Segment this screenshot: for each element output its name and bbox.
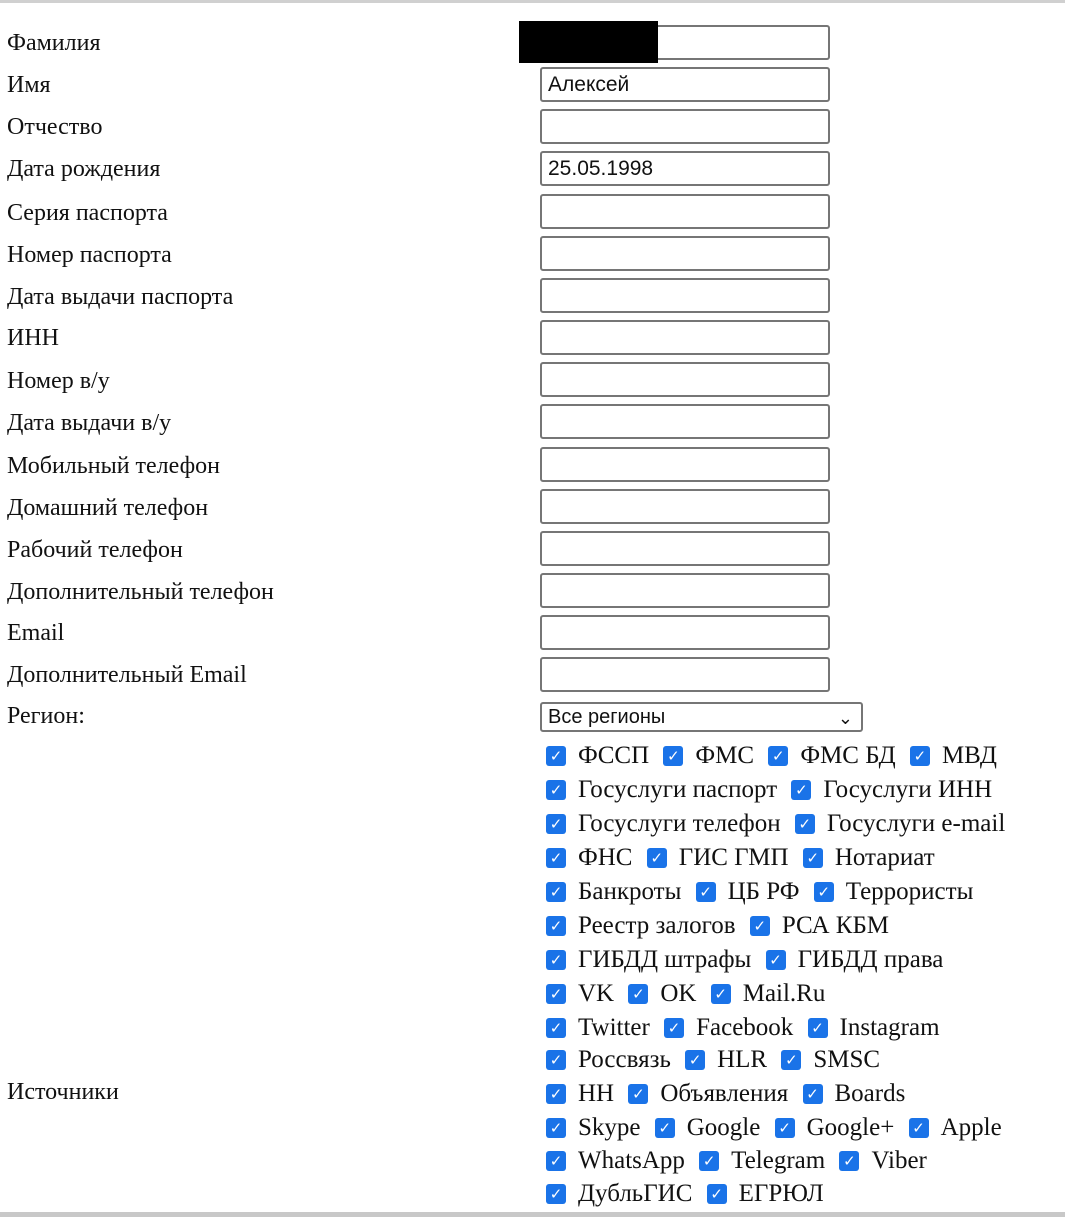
label-home-phone: Домашний телефон: [7, 495, 209, 521]
source-skype[interactable]: [546, 1112, 641, 1144]
source-label: ФНС: [578, 844, 633, 871]
sources-row: [546, 1010, 948, 1042]
checkbox-checked-icon[interactable]: ✓: [685, 1050, 705, 1070]
source-label: ФМС БД: [800, 742, 896, 769]
label-extra-email: Дополнительный Email: [7, 662, 247, 688]
label-birth-date: Дата рождения: [7, 156, 161, 182]
source-label: Госуслуги паспорт: [578, 776, 778, 803]
label-last-name: Фамилия: [7, 30, 101, 56]
source-smsc[interactable]: [781, 1044, 880, 1076]
source-label: Google: [686, 1114, 761, 1141]
source-label: VK: [578, 980, 615, 1007]
checkbox-checked-icon[interactable]: ✓: [707, 1184, 727, 1204]
checkbox-checked-icon[interactable]: ✓: [803, 1084, 823, 1104]
source-label: Террористы: [845, 878, 974, 905]
source-label: Viber: [871, 1147, 927, 1174]
label-region: Регион:: [7, 703, 85, 729]
work-phone-input[interactable]: [540, 531, 830, 566]
source-label: Google+: [806, 1114, 895, 1141]
region-select-value: Все регионы: [548, 706, 666, 728]
source-label: ГИБДД права: [797, 946, 944, 973]
label-passport-number: Номер паспорта: [7, 242, 172, 268]
sources-row: [546, 1110, 1010, 1142]
label-extra-phone: Дополнительный телефон: [7, 579, 274, 605]
sources-row: [546, 1042, 888, 1074]
email-input[interactable]: [540, 615, 830, 650]
passport-series-input[interactable]: [540, 194, 830, 229]
source-label: ЕГРЮЛ: [738, 1180, 824, 1207]
source-label: Госуслуги e-mail: [826, 810, 1006, 837]
source-notariat[interactable]: [803, 842, 935, 874]
checkbox-checked-icon[interactable]: ✓: [546, 1184, 566, 1204]
source-label: ДубльГИС: [578, 1180, 693, 1207]
source-gibdd-license[interactable]: [766, 944, 944, 976]
source-whatsapp[interactable]: [546, 1145, 685, 1177]
label-work-phone: Рабочий телефон: [7, 537, 183, 563]
home-phone-input[interactable]: [540, 489, 830, 524]
sources-row: [546, 874, 981, 906]
checkbox-checked-icon[interactable]: ✓: [711, 984, 731, 1004]
checkbox-checked-icon[interactable]: ✓: [546, 984, 566, 1004]
source-hlr[interactable]: [685, 1044, 767, 1076]
checkbox-checked-icon[interactable]: ✓: [664, 1018, 684, 1038]
source-label: Объявления: [660, 1080, 789, 1107]
sources-row: [546, 942, 951, 974]
source-label: НН: [578, 1080, 615, 1107]
birth-date-input[interactable]: [540, 151, 830, 186]
source-label: МВД: [941, 742, 997, 769]
source-label: Банкроты: [578, 878, 682, 905]
source-google-plus[interactable]: [775, 1112, 895, 1144]
label-patronymic: Отчество: [7, 114, 103, 140]
source-vk[interactable]: [546, 978, 614, 1010]
source-google[interactable]: [655, 1112, 761, 1144]
source-fms[interactable]: [663, 740, 754, 772]
checkbox-checked-icon[interactable]: ✓: [546, 814, 566, 834]
checkbox-checked-icon[interactable]: ✓: [546, 1118, 566, 1138]
region-select[interactable]: [540, 702, 863, 732]
checkbox-checked-icon[interactable]: ✓: [546, 780, 566, 800]
license-issue-date-input[interactable]: [540, 404, 830, 439]
checkbox-checked-icon[interactable]: ✓: [781, 1050, 801, 1070]
source-nn[interactable]: [546, 1078, 614, 1110]
source-viber[interactable]: [839, 1145, 926, 1177]
source-2gis[interactable]: [546, 1178, 692, 1210]
sources-row: [546, 1176, 832, 1208]
checkbox-checked-icon[interactable]: ✓: [546, 1151, 566, 1171]
source-gis-gmp[interactable]: [647, 842, 789, 874]
source-rossvyaz[interactable]: [546, 1044, 671, 1076]
label-passport-series: Серия паспорта: [7, 200, 168, 226]
source-label: Telegram: [731, 1147, 826, 1174]
checkbox-checked-icon[interactable]: ✓: [546, 950, 566, 970]
checkbox-checked-icon[interactable]: ✓: [808, 1018, 828, 1038]
passport-number-input[interactable]: [540, 236, 830, 271]
source-label: Instagram: [839, 1014, 940, 1041]
checkbox-checked-icon[interactable]: ✓: [775, 1118, 795, 1138]
checkbox-checked-icon[interactable]: ✓: [546, 1050, 566, 1070]
label-first-name: Имя: [7, 72, 51, 98]
checkbox-checked-icon[interactable]: ✓: [628, 1084, 648, 1104]
source-label: ГИБДД штрафы: [578, 946, 752, 973]
source-label: ЦБ РФ: [727, 878, 800, 905]
checkbox-checked-icon[interactable]: ✓: [839, 1151, 859, 1171]
mobile-phone-input[interactable]: [540, 447, 830, 482]
label-license-issue-date: Дата выдачи в/у: [7, 410, 172, 436]
patronymic-input[interactable]: [540, 109, 830, 144]
source-label: ФМС: [695, 742, 755, 769]
checkbox-checked-icon[interactable]: ✓: [546, 882, 566, 902]
source-ads[interactable]: [628, 1078, 788, 1110]
source-cb-rf[interactable]: [696, 876, 800, 908]
source-telegram[interactable]: [699, 1145, 825, 1177]
source-label: Apple: [940, 1114, 1002, 1141]
source-label: Mail.Ru: [742, 980, 826, 1007]
checkbox-checked-icon[interactable]: ✓: [791, 780, 811, 800]
source-terrorists[interactable]: [814, 876, 974, 908]
source-egrul[interactable]: [707, 1178, 824, 1210]
checkbox-checked-icon[interactable]: ✓: [628, 984, 648, 1004]
checkbox-checked-icon[interactable]: ✓: [910, 746, 930, 766]
source-gibdd-fines[interactable]: [546, 944, 751, 976]
sources-row: [546, 1076, 913, 1108]
inn-input[interactable]: [540, 320, 830, 355]
license-number-input[interactable]: [540, 362, 830, 397]
source-gosuslugi-inn[interactable]: [791, 774, 992, 806]
label-passport-issue-date: Дата выдачи паспорта: [7, 284, 234, 310]
source-fssp[interactable]: [546, 740, 649, 772]
source-bankrupts[interactable]: [546, 876, 681, 908]
sources-row: [546, 806, 1013, 838]
source-label: РСА КБМ: [781, 912, 890, 939]
checkbox-checked-icon[interactable]: ✓: [699, 1151, 719, 1171]
top-border: [0, 0, 1065, 3]
source-label: Twitter: [578, 1014, 650, 1041]
source-label: ФССП: [578, 742, 650, 769]
source-label: Facebook: [696, 1014, 794, 1041]
sources-row: [546, 908, 897, 940]
checkbox-checked-icon[interactable]: ✓: [814, 882, 834, 902]
sources-row: [546, 1143, 935, 1175]
checkbox-checked-icon[interactable]: ✓: [546, 746, 566, 766]
sources-row: [546, 840, 943, 872]
chevron-down-icon: ⌄: [837, 708, 853, 728]
checkbox-checked-icon[interactable]: ✓: [546, 1018, 566, 1038]
source-mvd[interactable]: [910, 740, 997, 772]
source-rsa-kbm[interactable]: [750, 910, 889, 942]
checkbox-checked-icon[interactable]: ✓: [546, 848, 566, 868]
checkbox-checked-icon[interactable]: ✓: [663, 746, 683, 766]
checkbox-checked-icon[interactable]: ✓: [696, 882, 716, 902]
source-ok[interactable]: [628, 978, 696, 1010]
source-boards[interactable]: [803, 1078, 906, 1110]
source-gosuslugi-email[interactable]: [795, 808, 1005, 840]
label-sources: Источники: [7, 1079, 119, 1105]
sources-row: [546, 772, 1000, 804]
checkbox-checked-icon[interactable]: ✓: [647, 848, 667, 868]
passport-issue-date-input[interactable]: [540, 278, 830, 313]
checkbox-checked-icon[interactable]: ✓: [768, 746, 788, 766]
checkbox-checked-icon[interactable]: ✓: [803, 848, 823, 868]
source-label: Нотариат: [834, 844, 935, 871]
source-label: OK: [660, 980, 697, 1007]
sources-row: [546, 738, 1005, 770]
source-gosuslugi-passport[interactable]: [546, 774, 777, 806]
source-label: Госуслуги телефон: [578, 810, 781, 837]
label-mobile-phone: Мобильный телефон: [7, 453, 220, 479]
first-name-input[interactable]: [540, 67, 830, 102]
source-gosuslugi-phone[interactable]: [546, 808, 781, 840]
label-email: Email: [7, 620, 65, 646]
checkbox-checked-icon[interactable]: ✓: [909, 1118, 929, 1138]
source-label: Госуслуги ИНН: [823, 776, 993, 803]
label-inn: ИНН: [7, 325, 59, 351]
source-label: Boards: [834, 1080, 906, 1107]
bottom-border: [0, 1212, 1065, 1217]
sources-row: [546, 976, 833, 1008]
checkbox-checked-icon[interactable]: ✓: [546, 916, 566, 936]
checkbox-checked-icon[interactable]: ✓: [546, 1084, 566, 1104]
checkbox-checked-icon[interactable]: ✓: [655, 1118, 675, 1138]
checkbox-checked-icon[interactable]: ✓: [766, 950, 786, 970]
source-mailru[interactable]: [711, 978, 826, 1010]
extra-email-input[interactable]: [540, 657, 830, 692]
source-apple[interactable]: [909, 1112, 1002, 1144]
source-label: SMSC: [813, 1046, 881, 1073]
source-label: HLR: [717, 1046, 768, 1073]
label-license-number: Номер в/у: [7, 368, 110, 394]
redaction-block: [519, 21, 658, 63]
source-label: Россвязь: [578, 1046, 671, 1073]
source-twitter[interactable]: [546, 1012, 650, 1044]
checkbox-checked-icon[interactable]: ✓: [750, 916, 770, 936]
source-label: ГИС ГМП: [678, 844, 789, 871]
source-fms-db[interactable]: [768, 740, 895, 772]
source-fns[interactable]: [546, 842, 632, 874]
source-instagram[interactable]: [808, 1012, 940, 1044]
source-facebook[interactable]: [664, 1012, 793, 1044]
source-label: Реестр залогов: [578, 912, 736, 939]
checkbox-checked-icon[interactable]: ✓: [795, 814, 815, 834]
source-label: Skype: [578, 1114, 641, 1141]
source-label: WhatsApp: [578, 1147, 685, 1174]
extra-phone-input[interactable]: [540, 573, 830, 608]
source-pledge-registry[interactable]: [546, 910, 736, 942]
